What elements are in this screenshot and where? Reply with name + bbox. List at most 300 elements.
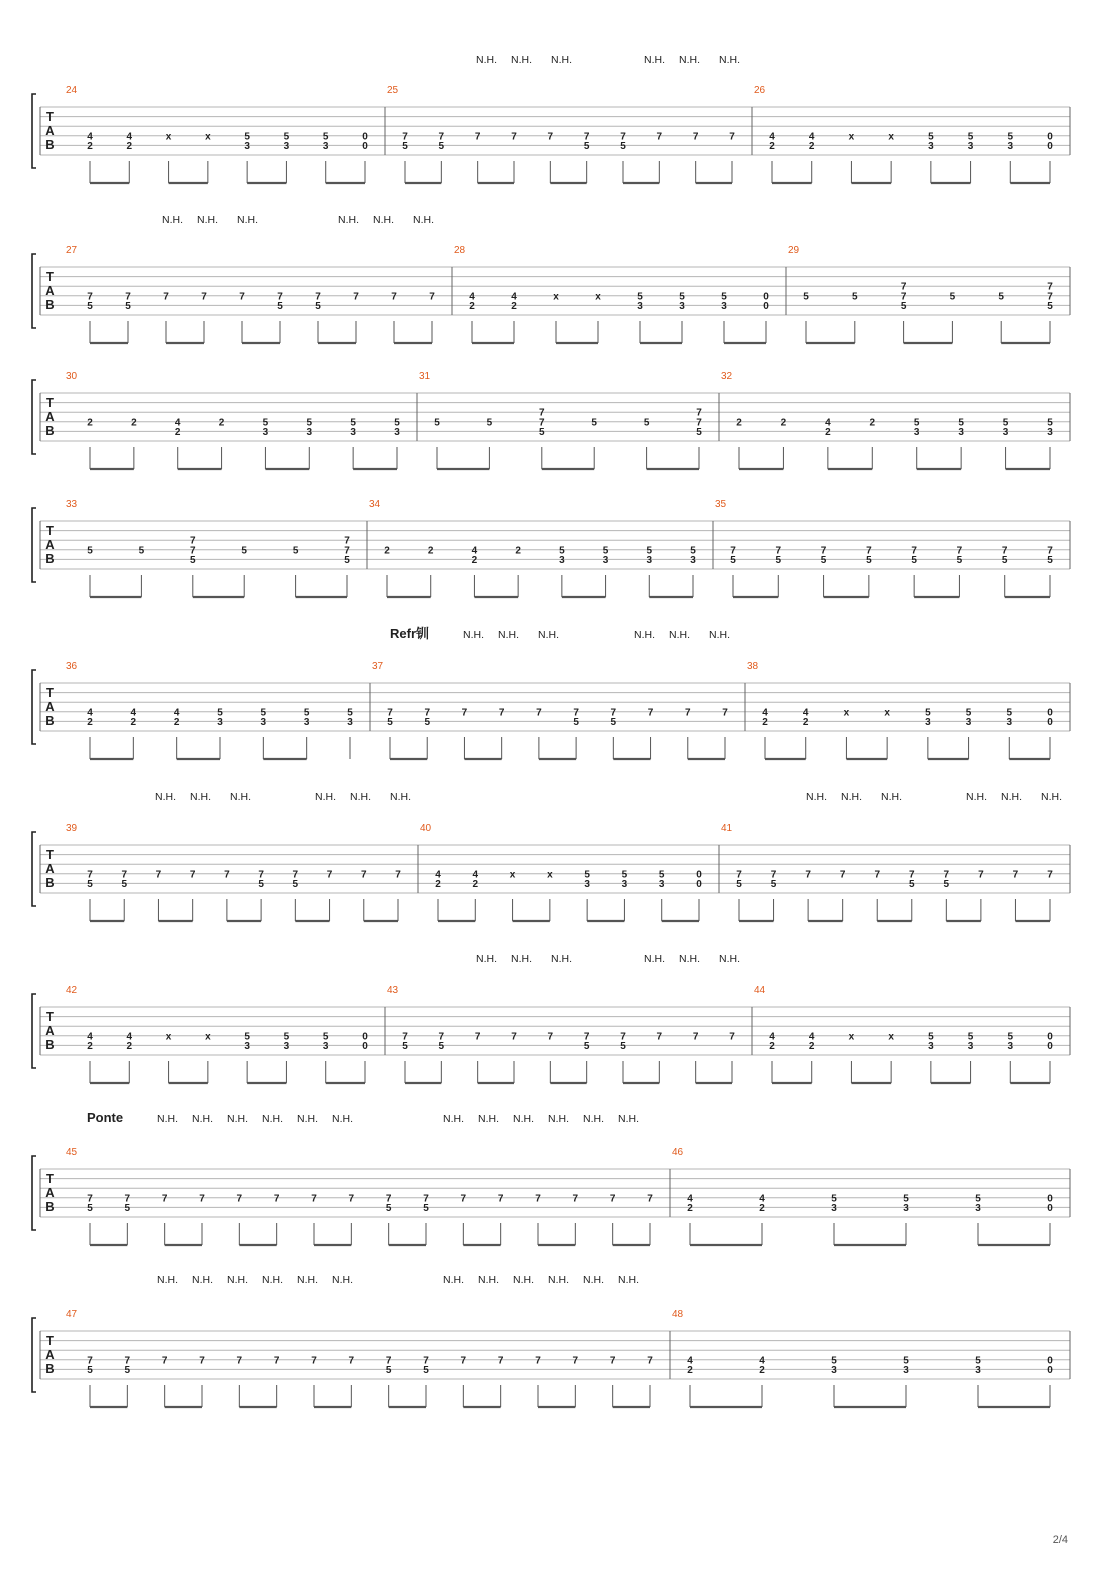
fret-number: 7 [656,131,663,143]
fret-number: 2 [515,545,521,557]
tab-clef-letter: T [46,269,54,284]
fret-number: x [848,131,855,143]
fret-number: 7 [190,545,196,557]
fret-number: 4 [759,1193,765,1205]
fret-number: 3 [262,426,269,438]
fret-number: 5 [423,1364,429,1376]
fret-number: 4 [687,1355,693,1367]
fret-number: 5 [820,554,827,566]
fret-number: 7 [820,545,827,557]
tab-clef-letter: T [46,395,54,410]
fret-number: 7 [161,1355,168,1367]
fret-number: x [884,707,890,719]
fret-number: 5 [315,300,321,312]
natural-harmonic-label: N.H. [881,791,902,803]
fret-number: 7 [277,291,283,303]
fret-number: 0 [1047,131,1053,143]
fret-number: 5 [322,131,329,143]
fret-number: 5 [610,716,617,728]
fret-number: 0 [362,140,368,152]
fret-number: 7 [201,291,207,303]
fret-number: 3 [559,554,565,566]
fret-number: 7 [956,545,963,557]
fret-number: 7 [315,291,321,303]
measure-number: 43 [387,985,399,996]
natural-harmonic-label: N.H. [634,629,655,641]
fret-number: 5 [1006,707,1013,719]
fret-number: 7 [1047,291,1053,303]
system-bracket [32,380,36,454]
fret-number: 3 [283,1040,290,1052]
fret-number: 2 [869,417,876,429]
fret-number: 7 [438,131,445,143]
fret-number: 2 [126,1040,133,1052]
natural-harmonic-label: N.H. [644,953,665,965]
natural-harmonic-label: N.H. [669,629,690,641]
fret-number: 7 [874,869,881,881]
natural-harmonic-label: N.H. [443,1274,464,1286]
natural-harmonic-label: N.H. [478,1113,499,1125]
natural-harmonic-label: N.H. [262,1113,283,1125]
natural-harmonic-label: N.H. [511,54,532,66]
fret-number: x [165,131,172,143]
fret-number: 5 [1047,300,1053,312]
fret-number: 0 [1047,1364,1053,1376]
measure-number: 47 [66,1309,78,1320]
fret-number: 7 [360,869,367,881]
natural-harmonic-label: N.H. [297,1113,318,1125]
fret-number: 4 [511,291,517,303]
natural-harmonic-label: N.H. [513,1113,534,1125]
fret-number: 7 [696,417,702,429]
fret-number: 5 [1047,554,1053,566]
fret-number: 5 [1007,131,1014,143]
fret-number: 7 [978,869,984,881]
tab-clef-letter: T [46,847,54,862]
fret-number: x [553,291,559,303]
fret-number: x [205,131,211,143]
fret-number: 4 [825,417,831,429]
fret-number: 7 [583,1031,590,1043]
fret-number: 7 [729,1031,735,1043]
natural-harmonic-label: N.H. [157,1274,178,1286]
tab-clef-letter: A [45,1347,55,1362]
fret-number: 7 [423,1355,429,1367]
tab-clef-letter: A [45,537,55,552]
fret-number: 7 [1001,545,1008,557]
fret-number: 7 [438,1031,445,1043]
tab-clef-letter: T [46,1009,54,1024]
system-bracket [32,1318,36,1392]
fret-number: 7 [87,869,93,881]
natural-harmonic-label: N.H. [1001,791,1022,803]
fret-number: 7 [348,1355,355,1367]
fret-number: 7 [292,869,299,881]
fret-number: 4 [769,131,775,143]
fret-number: 0 [696,869,702,881]
natural-harmonic-label: N.H. [538,629,559,641]
fret-number: 2 [769,140,775,152]
fret-number: 7 [258,869,264,881]
measure-number: 46 [672,1147,684,1158]
natural-harmonic-label: N.H. [332,1113,353,1125]
fret-number: 7 [155,869,162,881]
fret-number: 5 [387,716,393,728]
section-label: Refr钏 [390,626,430,641]
fret-number: 3 [637,300,643,312]
fret-number: 7 [900,281,907,293]
fret-number: 7 [1012,869,1019,881]
fret-number: 5 [998,291,1004,303]
fret-number: 2 [736,417,742,429]
fret-number: 3 [967,1040,974,1052]
natural-harmonic-label: N.H. [583,1113,604,1125]
tab-clef-letter: B [45,1199,55,1214]
natural-harmonic-label: N.H. [227,1274,248,1286]
natural-harmonic-label: N.H. [230,791,251,803]
fret-number: 7 [647,1355,653,1367]
fret-number: 0 [362,1031,368,1043]
measure-number: 25 [387,85,399,96]
fret-number: 3 [244,1040,250,1052]
fret-number: 7 [609,1355,616,1367]
tab-clef-letter: B [45,297,55,312]
tab-clef-letter: B [45,713,55,728]
fret-number: 2 [762,716,768,728]
fret-number: 3 [928,140,934,152]
natural-harmonic-label: N.H. [478,1274,499,1286]
fret-number: 7 [647,707,654,719]
natural-harmonic-label: N.H. [315,791,336,803]
fret-number: 4 [173,707,180,719]
fret-number: 5 [87,878,93,890]
fret-number: 7 [224,869,230,881]
fret-number: 5 [539,426,545,438]
fret-number: 5 [347,707,353,719]
fret-number: 3 [928,1040,934,1052]
fret-number: 5 [949,291,956,303]
fret-number: 3 [283,140,290,152]
fret-number: 5 [262,417,269,429]
fret-number: 7 [692,1031,699,1043]
fret-number: 3 [1002,426,1009,438]
natural-harmonic-label: N.H. [679,54,700,66]
natural-harmonic-label: N.H. [338,214,359,226]
measure-number: 39 [66,823,78,834]
fret-number: 3 [347,716,353,728]
natural-harmonic-label: N.H. [413,214,434,226]
system-bracket [32,508,36,582]
fret-number: 7 [943,869,950,881]
measure-number: 27 [66,245,78,256]
natural-harmonic-label: N.H. [498,629,519,641]
fret-number: 4 [808,1031,815,1043]
fret-number: 7 [620,131,626,143]
fret-number: 5 [721,291,727,303]
fret-number: 5 [583,1040,590,1052]
fret-number: 7 [647,1193,653,1205]
fret-number: 2 [687,1202,693,1214]
natural-harmonic-label: N.H. [237,214,258,226]
fret-number: 7 [730,545,736,557]
natural-harmonic-label: N.H. [297,1274,318,1286]
fret-number: 7 [572,1193,579,1205]
fret-number: 7 [239,291,245,303]
fret-number: 7 [236,1193,243,1205]
fret-number: 2 [825,426,831,438]
fret-number: 3 [322,140,329,152]
fret-number: 7 [395,869,401,881]
fret-number: 7 [199,1355,205,1367]
measure-number: 44 [754,985,766,996]
fret-number: 5 [87,300,93,312]
fret-number: 7 [511,131,517,143]
fret-number: 5 [643,417,650,429]
fret-number: 7 [311,1193,317,1205]
fret-number: 7 [684,707,691,719]
fret-number: 0 [1047,1202,1053,1214]
fret-number: 5 [125,300,131,312]
fret-number: 3 [602,554,609,566]
system-bracket [32,832,36,906]
measure-number: 29 [788,245,800,256]
fret-number: 7 [729,131,735,143]
fret-number: 3 [646,554,653,566]
fret-number: 7 [460,1193,467,1205]
fret-number: x [843,707,850,719]
fret-number: 5 [350,417,356,429]
fret-number: 7 [190,535,196,547]
fret-number: 7 [348,1193,355,1205]
natural-harmonic-label: N.H. [548,1113,569,1125]
tab-clef-letter: A [45,283,55,298]
fret-number: 5 [852,291,858,303]
fret-number: 5 [730,554,736,566]
fret-number: x [888,1031,894,1043]
fret-number: 5 [438,1040,445,1052]
fret-number: 3 [965,716,972,728]
natural-harmonic-label: N.H. [476,54,497,66]
fret-number: 3 [831,1202,837,1214]
fret-number: 4 [87,1031,93,1043]
fret-number: 7 [387,707,393,719]
natural-harmonic-label: N.H. [511,953,532,965]
measure-number: 48 [672,1309,684,1320]
natural-harmonic-label: N.H. [390,791,411,803]
fret-number: 7 [696,407,702,419]
fret-number: 3 [721,300,727,312]
fret-number: 5 [303,707,310,719]
fret-number: 5 [975,1193,981,1205]
fret-number: 5 [438,140,445,152]
fret-number: 3 [350,426,356,438]
tab-clef-letter: B [45,1361,55,1376]
fret-number: 4 [472,869,479,881]
fret-number: 5 [956,554,963,566]
fret-number: 2 [472,878,479,890]
natural-harmonic-label: N.H. [719,953,740,965]
fret-number: 7 [311,1355,317,1367]
fret-number: 0 [1047,1031,1053,1043]
fret-number: 7 [1047,545,1053,557]
fret-number: 7 [273,1355,280,1367]
fret-number: 3 [306,426,313,438]
natural-harmonic-label: N.H. [157,1113,178,1125]
fret-number: 7 [839,869,846,881]
natural-harmonic-label: N.H. [192,1274,213,1286]
natural-harmonic-label: N.H. [709,629,730,641]
fret-number: 5 [965,707,972,719]
fret-number: 5 [1001,554,1008,566]
fret-number: 7 [497,1193,504,1205]
fret-number: 0 [763,300,769,312]
fret-number: 5 [679,291,685,303]
fret-number: 4 [435,869,441,881]
fret-number: 3 [260,716,267,728]
section-label: Ponte [87,1110,124,1125]
fret-number: 5 [900,300,907,312]
fret-number: 7 [573,707,579,719]
natural-harmonic-label: N.H. [551,54,572,66]
tab-clef-letter: T [46,1171,54,1186]
fret-number: 7 [583,131,590,143]
fret-number: 7 [461,707,468,719]
fret-number: 5 [646,545,653,557]
fret-number: 7 [124,1355,131,1367]
fret-number: 5 [283,1031,290,1043]
tab-clef-letter: T [46,523,54,538]
fret-number: 7 [692,131,699,143]
tab-clef-letter: B [45,875,55,890]
fret-number: x [509,869,516,881]
natural-harmonic-label: N.H. [476,953,497,965]
measure-number: 32 [721,371,733,382]
fret-number: 5 [434,417,440,429]
fret-number: 5 [322,1031,329,1043]
measure-number: 33 [66,499,78,510]
fret-number: 5 [591,417,597,429]
fret-number: 4 [174,417,181,429]
measure-number: 36 [66,661,78,672]
fret-number: 2 [802,716,809,728]
fret-number: 4 [126,131,133,143]
natural-harmonic-label: N.H. [332,1274,353,1286]
fret-number: 2 [384,545,390,557]
natural-harmonic-label: N.H. [618,1274,639,1286]
fret-number: 7 [911,545,917,557]
fret-number: 5 [306,417,313,429]
fret-number: 2 [174,426,181,438]
fret-number: x [547,869,553,881]
fret-number: 7 [511,1031,517,1043]
natural-harmonic-label: N.H. [841,791,862,803]
natural-harmonic-label: N.H. [966,791,987,803]
fret-number: 2 [687,1364,693,1376]
fret-number: 5 [190,554,196,566]
fret-number: 7 [609,1193,616,1205]
fret-number: 7 [385,1193,392,1205]
fret-number: 7 [344,545,350,557]
fret-number: 7 [391,291,397,303]
natural-harmonic-label: N.H. [679,953,700,965]
fret-number: 7 [572,1355,579,1367]
natural-harmonic-label: N.H. [719,54,740,66]
fret-number: 7 [189,869,196,881]
measure-number: 38 [747,661,759,672]
fret-number: 5 [260,707,267,719]
fret-number: 5 [402,1040,408,1052]
fret-number: 5 [903,1355,909,1367]
fret-number: x [888,131,894,143]
fret-number: 5 [241,545,247,557]
fret-number: 5 [620,1040,626,1052]
fret-number: 5 [928,131,934,143]
fret-number: 5 [424,716,431,728]
natural-harmonic-label: N.H. [350,791,371,803]
fret-number: 7 [402,1031,408,1043]
fret-number: x [205,1031,211,1043]
fret-number: 7 [900,291,907,303]
measure-number: 26 [754,85,766,96]
tab-clef-letter: T [46,685,54,700]
fret-number: 5 [770,878,777,890]
fret-number: 5 [292,545,299,557]
fret-number: 7 [539,417,545,429]
system-bracket [32,94,36,168]
fret-number: 5 [87,545,93,557]
fret-number: 5 [775,554,782,566]
fret-number: 3 [903,1202,909,1214]
natural-harmonic-label: N.H. [162,214,183,226]
fret-number: 5 [277,300,283,312]
fret-number: 5 [138,545,145,557]
fret-number: 5 [1002,417,1009,429]
fret-number: 5 [903,1193,909,1205]
fret-number: 2 [87,716,93,728]
fret-number: 5 [975,1355,981,1367]
fret-number: x [165,1031,172,1043]
fret-number: 0 [1047,716,1053,728]
tab-clef-letter: A [45,123,55,138]
fret-number: 7 [121,869,128,881]
fret-number: 5 [573,716,579,728]
natural-harmonic-label: N.H. [1041,791,1062,803]
fret-number: 7 [535,1193,541,1205]
fret-number: 5 [244,1031,250,1043]
fret-number: 5 [344,554,350,566]
natural-harmonic-label: N.H. [618,1113,639,1125]
fret-number: 0 [1047,1040,1053,1052]
fret-number: 2 [469,300,475,312]
fret-number: 4 [762,707,768,719]
system-bracket [32,254,36,328]
fret-number: 5 [943,878,950,890]
fret-number: 5 [803,291,809,303]
fret-number: 3 [394,426,400,438]
measure-number: 34 [369,499,381,510]
tab-clef-letter: A [45,1185,55,1200]
fret-number: 0 [1047,707,1053,719]
fret-number: 5 [658,869,665,881]
natural-harmonic-label: N.H. [644,54,665,66]
fret-number: 3 [690,554,696,566]
fret-number: 7 [353,291,359,303]
natural-harmonic-label: N.H. [197,214,218,226]
fret-number: 7 [273,1193,280,1205]
fret-number: x [848,1031,855,1043]
measure-number: 31 [419,371,431,382]
fret-number: 5 [911,554,917,566]
